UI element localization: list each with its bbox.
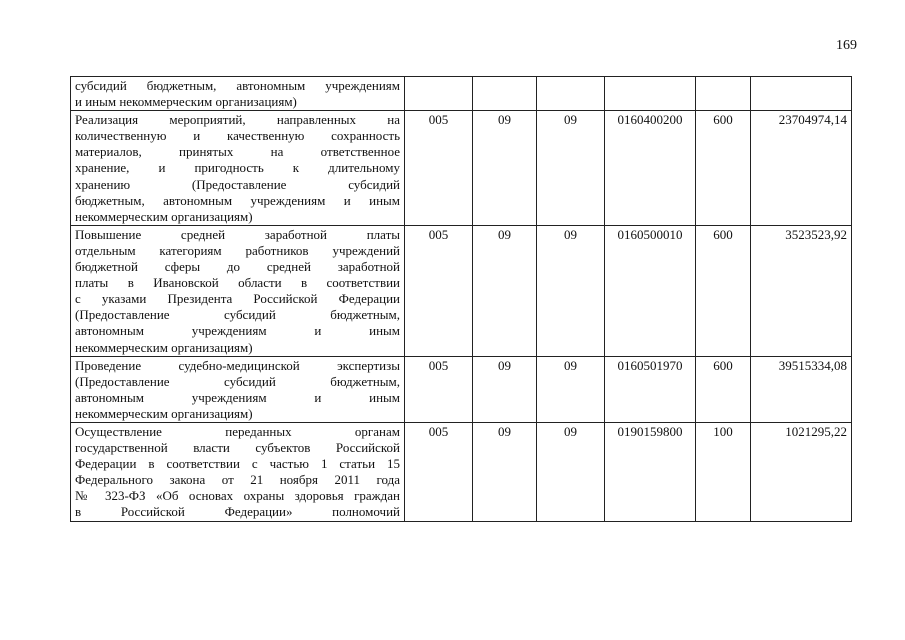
row-description	[71, 77, 405, 111]
row-description	[71, 356, 405, 422]
description-line: количественную и качественную сохранность	[75, 128, 400, 144]
section-code: 09	[473, 356, 537, 422]
target-article-code: 0160501970	[605, 356, 696, 422]
description-line: и иным некоммерческим организациям)	[75, 94, 297, 110]
expense-type-code: 600	[696, 225, 751, 356]
description-line: Федерального закона от 21 ноября 2011 года	[75, 472, 400, 488]
description-line: Федерации в соответствии с частью 1 статьи 15	[75, 456, 400, 472]
description-line: бюджетной сферы до средней заработной	[75, 259, 400, 275]
description-line: Реализация мероприятий, направленных на	[75, 112, 400, 128]
description-line: некоммерческим организациям)	[75, 339, 253, 355]
description-line: Осуществление переданных органам	[75, 423, 400, 439]
target-article-code: 0160400200	[605, 111, 696, 226]
description-line: с указами Президента Российской Федерации	[75, 291, 400, 307]
table-row	[71, 111, 852, 226]
description-line: субсидий бюджетным, автономным учреждениям	[75, 78, 400, 93]
description-line: хранению (Предоставление субсидий	[75, 176, 400, 192]
amount	[751, 77, 852, 111]
description-line: отдельным категориям работников учреждений	[75, 242, 400, 258]
row-description	[71, 422, 405, 521]
target-article-code	[605, 77, 696, 111]
table-row	[71, 356, 852, 422]
row-description	[71, 225, 405, 356]
subsection-code: 09	[537, 422, 605, 521]
description-line: бюджетным, автономным учреждениям и иным	[75, 192, 400, 208]
subsection-code: 09	[537, 356, 605, 422]
amount: 39515334,08	[751, 356, 852, 422]
ministry-code	[405, 77, 473, 111]
expense-type-code: 600	[696, 111, 751, 226]
section-code	[473, 77, 537, 111]
table-row	[71, 422, 852, 521]
budget-table	[70, 76, 852, 522]
description-line: автономным учреждениям и иным	[75, 323, 400, 339]
row-description	[71, 111, 405, 226]
ministry-code: 005	[405, 422, 473, 521]
expense-type-code	[696, 77, 751, 111]
amount: 3523523,92	[751, 225, 852, 356]
expense-type-code: 100	[696, 422, 751, 521]
ministry-code: 005	[405, 111, 473, 226]
amount: 23704974,14	[751, 111, 852, 226]
description-line: (Предоставление субсидий бюджетным,	[75, 307, 400, 323]
description-line: хранение, и пригодность к длительному	[75, 160, 400, 176]
description-line: (Предоставление субсидий бюджетным,	[75, 373, 400, 389]
description-line: платы в Ивановской области в соответствии	[75, 275, 400, 291]
expense-type-code: 600	[696, 356, 751, 422]
description-line: некоммерческим организациям)	[75, 208, 253, 224]
section-code: 09	[473, 422, 537, 521]
section-code: 09	[473, 225, 537, 356]
table-row	[71, 225, 852, 356]
ministry-code: 005	[405, 225, 473, 356]
description-line: № 323-ФЗ «Об основах охраны здоровья граждан	[75, 488, 400, 504]
section-code: 09	[473, 111, 537, 226]
description-line: автономным учреждениям и иным	[75, 389, 400, 405]
ministry-code: 005	[405, 356, 473, 422]
description-line: Проведение судебно-медицинской экспертизы	[75, 357, 400, 373]
description-line: Повышение средней заработной платы	[75, 226, 400, 242]
amount: 1021295,22	[751, 422, 852, 521]
description-line: государственной власти субъектов Российской	[75, 440, 400, 456]
table-row	[71, 77, 852, 111]
description-line: в Российской Федерации» полномочий	[75, 504, 400, 520]
page-number: 169	[836, 38, 857, 53]
description-line: некоммерческим организациям)	[75, 405, 253, 421]
subsection-code: 09	[537, 111, 605, 226]
target-article-code: 0160500010	[605, 225, 696, 356]
description-line: материалов, принятых на ответственное	[75, 144, 400, 160]
subsection-code	[537, 77, 605, 111]
target-article-code: 0190159800	[605, 422, 696, 521]
subsection-code: 09	[537, 225, 605, 356]
